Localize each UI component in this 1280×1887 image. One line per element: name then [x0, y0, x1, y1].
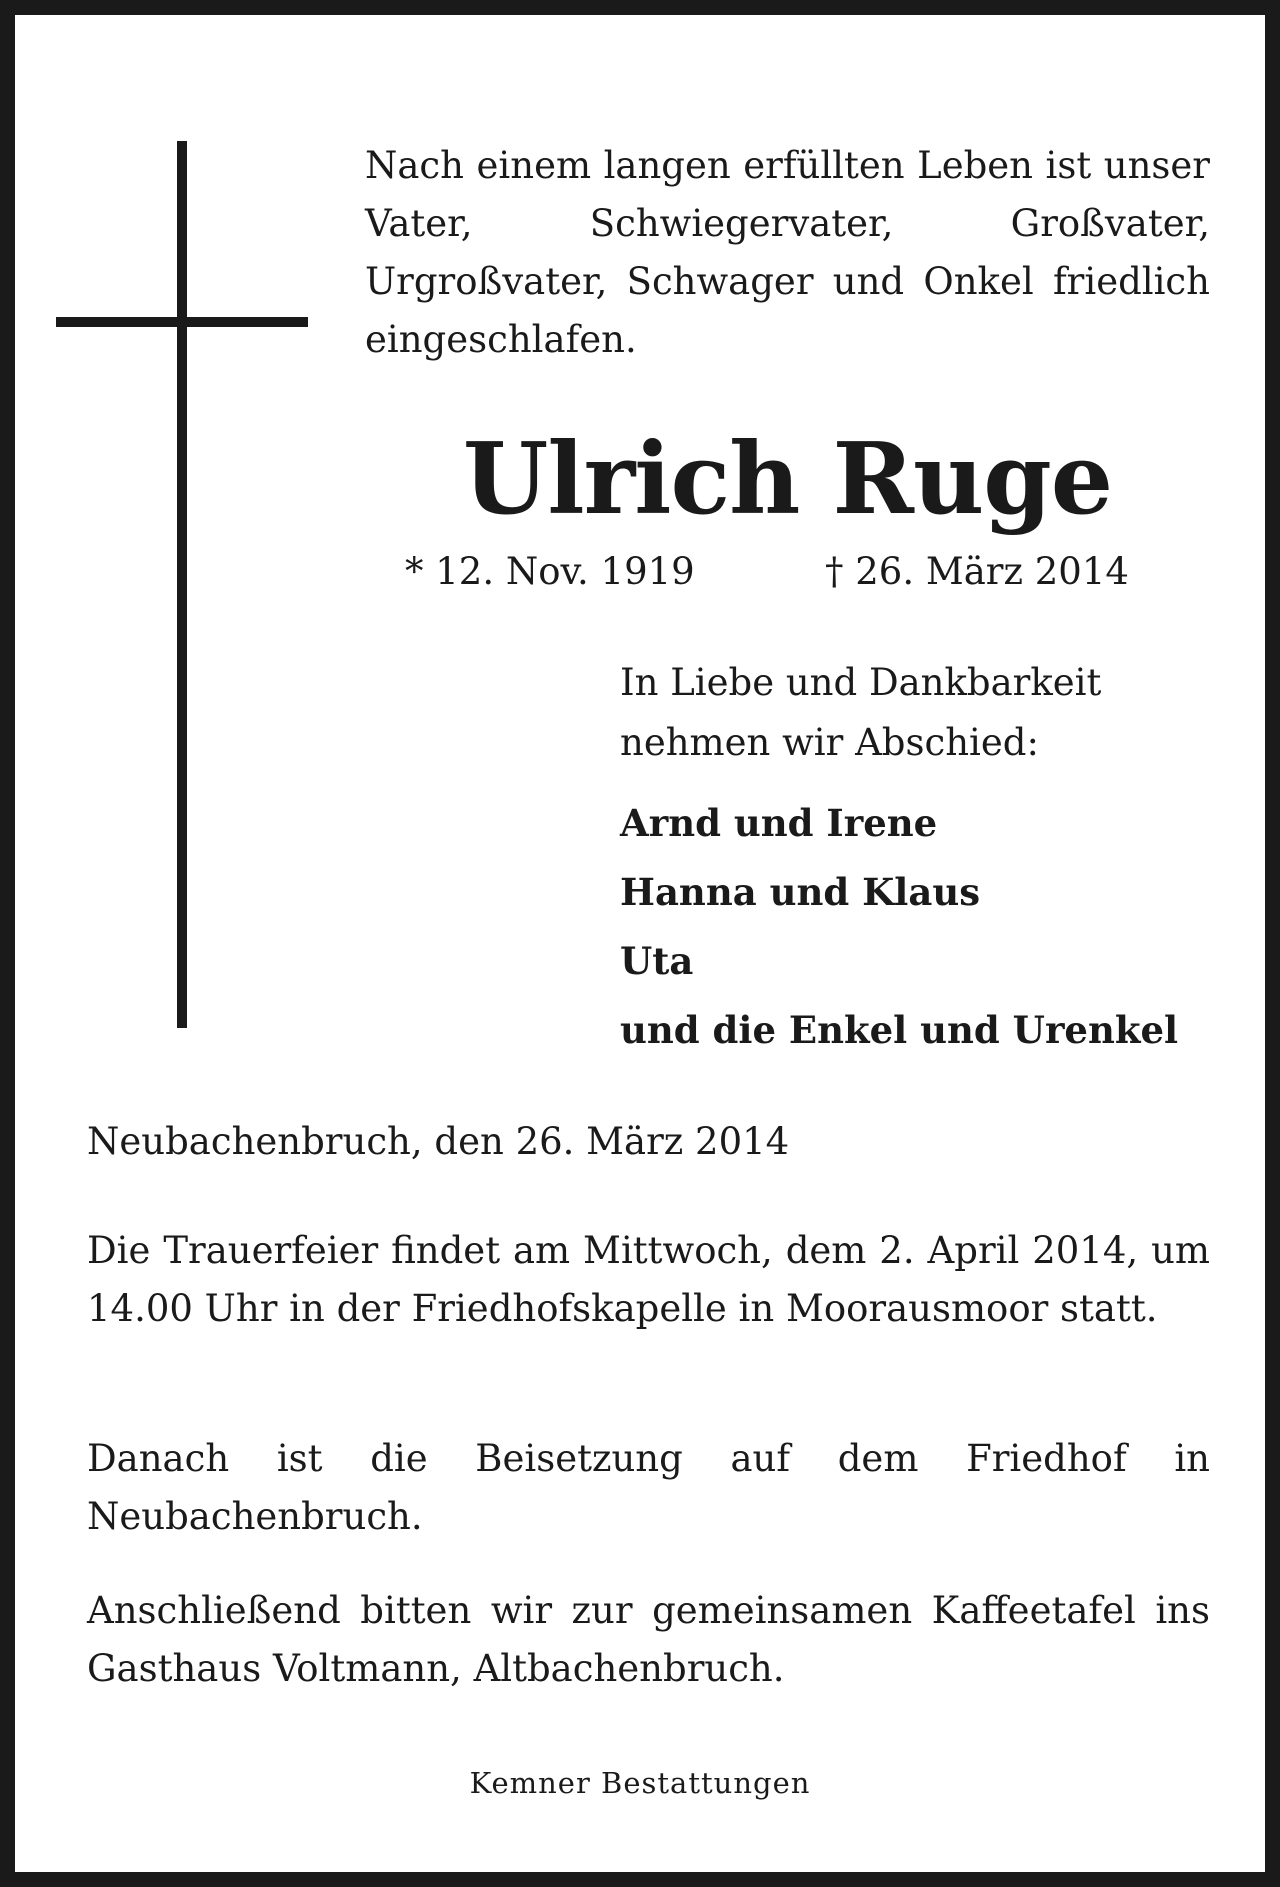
death-date: † 26. März 2014 — [825, 550, 1129, 593]
intro-text: Nach einem langen erfüllten Leben ist unser Vater, Schwiegervater, Großvater, Urgroßvater, Schwager und Onkel friedlich eingeschlafen. — [365, 144, 1210, 361]
cross-vertical-beam — [177, 141, 187, 1028]
undertaker-name: Kemner Bestattungen — [469, 1766, 811, 1800]
place-and-date: Neubachenbruch, den 26. März 2014 — [87, 1120, 790, 1163]
mourner-item: Arnd und Irene — [620, 801, 938, 845]
mourner-item: Hanna und Klaus — [620, 870, 981, 914]
mourner-item: Uta — [620, 939, 694, 983]
burial-text: Danach ist die Beisetzung auf dem Friedhof in Neubachenbruch. — [87, 1437, 1210, 1538]
reception-text: Anschließend bitten wir zur gemeinsamen Kaffeetafel ins Gasthaus Voltmann, Altbachenbruch. — [87, 1589, 1210, 1690]
mourner-item: und die Enkel und Urenkel — [620, 1008, 1179, 1052]
farewell-text: In Liebe und Dankbarkeit nehmen wir Abschied: — [620, 661, 1102, 764]
deceased-name: Ulrich Ruge — [462, 422, 1113, 537]
funeral-service-text: Die Trauerfeier findet am Mittwoch, dem 2. April 2014, um 14.00 Uhr in der Friedhofskapelle in Moorausmoor statt. — [87, 1229, 1210, 1330]
obituary-notice — [15, 15, 1265, 1872]
birth-date: * 12. Nov. 1919 — [405, 550, 695, 593]
cross-horizontal-beam — [56, 317, 308, 327]
mourners-list — [620, 789, 1220, 1065]
